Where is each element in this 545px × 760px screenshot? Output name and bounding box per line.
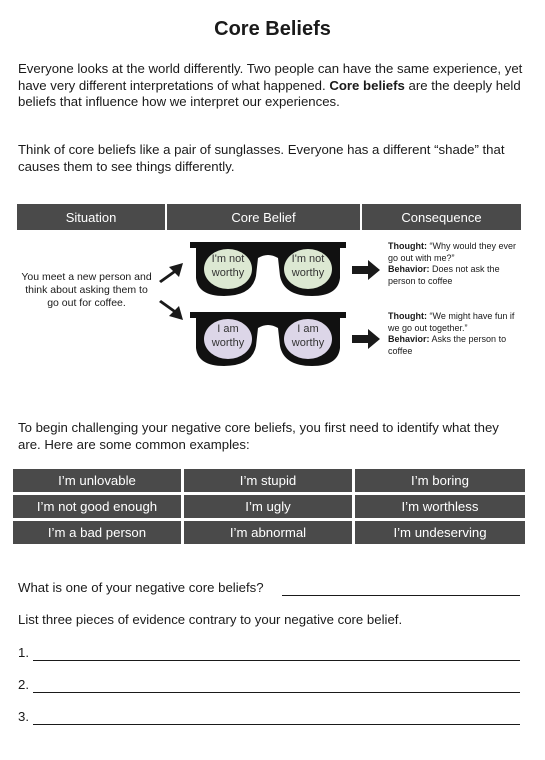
header-situation: Situation	[17, 204, 165, 230]
answer-line-evidence-2[interactable]	[33, 692, 520, 693]
answer-line-belief[interactable]	[282, 595, 520, 596]
lens-left-text: I am worthy	[211, 323, 245, 349]
example-cell: I’m not good enough	[13, 495, 181, 518]
question-evidence: List three pieces of evidence contrary to your negative core belief.	[18, 612, 403, 627]
example-cell: I’m ugly	[184, 495, 352, 518]
consequence-positive: Thought: “We might have fun if we go out together.” Behavior: Asks the person to coffee	[388, 311, 515, 356]
example-cell: I’m unlovable	[13, 469, 181, 492]
lens-right-text: I am worthy	[291, 323, 325, 349]
glasses-negative	[188, 238, 348, 308]
header-core-belief: Core Belief	[167, 204, 360, 230]
arrow-right-icon	[352, 260, 380, 280]
evidence-label-2: 2.	[18, 677, 29, 692]
example-cell: I’m a bad person	[13, 521, 181, 544]
arrow-up-right-icon	[157, 261, 185, 283]
evidence-label-3: 3.	[18, 709, 29, 724]
arrow-down-right-icon	[157, 300, 185, 322]
lens-right-text: I'm not worthy	[291, 253, 325, 279]
example-cell: I’m undeserving	[355, 521, 525, 544]
consequence-negative: Thought: “Why would they ever go out with me?” Behavior: Does not ask the person to coffee	[388, 241, 517, 286]
glasses-positive	[188, 308, 348, 378]
answer-line-evidence-1[interactable]	[33, 660, 520, 661]
evidence-label-1: 1.	[18, 645, 29, 660]
example-cell: I’m abnormal	[184, 521, 352, 544]
intro-text-1: Everyone looks at the world differently. Two people can have the same experience, yet have very different interpretations of what happened.	[18, 61, 523, 93]
arrow-right-icon	[352, 329, 380, 349]
answer-line-evidence-3[interactable]	[33, 724, 520, 725]
header-consequence: Consequence	[362, 204, 521, 230]
sunglasses-paragraph: Think of core beliefs like a pair of sunglasses. Everyone has a different “shade” that causes them to see things differently.	[18, 142, 505, 174]
intro-text-2: are the deeply held beliefs that influence how we interpret our experiences.	[18, 77, 521, 109]
question-negative-belief: What is one of your negative core beliefs?	[18, 580, 264, 595]
example-cell: I’m boring	[355, 469, 525, 492]
intro-bold-term: Core beliefs	[329, 77, 405, 93]
page-title: Core Beliefs	[214, 18, 331, 40]
example-cell: I’m stupid	[184, 469, 352, 492]
intro-paragraph	[18, 61, 523, 111]
lens-left-text: I'm not worthy	[211, 253, 245, 279]
example-cell: I’m worthless	[355, 495, 525, 518]
challenge-paragraph: To begin challenging your negative core beliefs, you first need to identify what they are. Here are some common examples:	[18, 420, 499, 452]
situation-text: You meet a new person and think about asking them to go out for coffee.	[21, 271, 152, 309]
